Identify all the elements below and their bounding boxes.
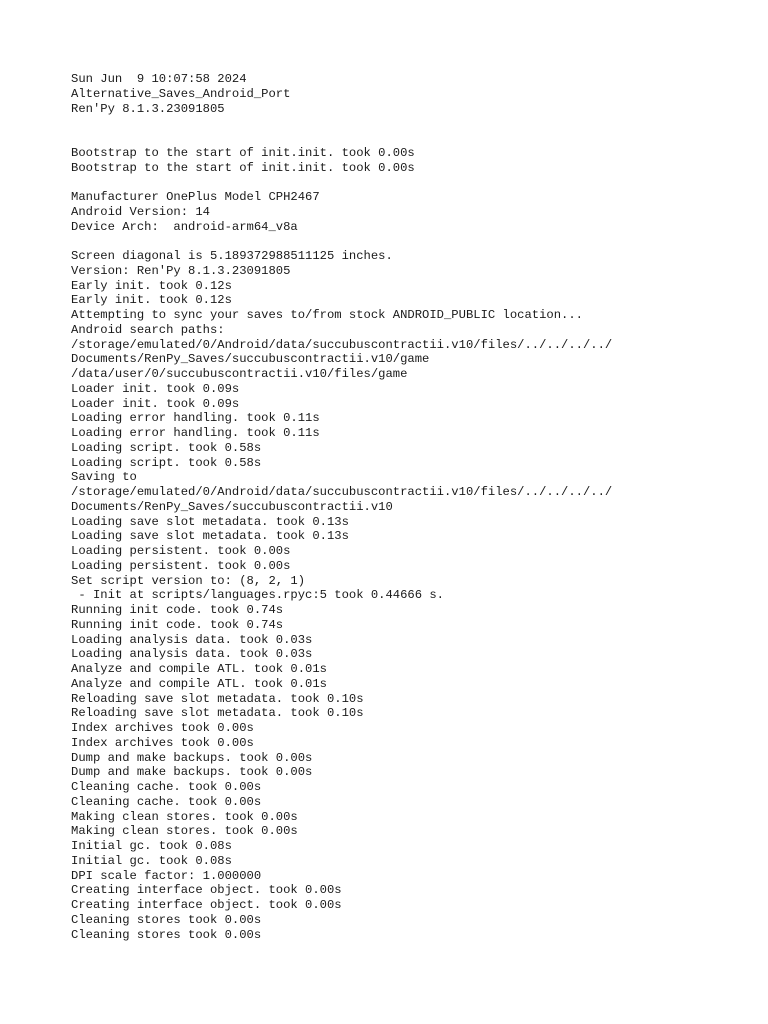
log-line: Initial gc. took 0.08s — [71, 853, 232, 868]
log-line: Dump and make backups. took 0.00s — [71, 750, 313, 765]
log-line: Saving to — [71, 470, 137, 485]
log-line: /data/user/0/succubuscontractii.v10/files/game — [71, 367, 408, 381]
log-line: Making clean stores. took 0.00s — [71, 809, 298, 824]
log-line: Android Version: 14 — [71, 204, 210, 219]
log-line: Cleaning cache. took 0.00s — [71, 794, 262, 809]
blank-line — [71, 131, 751, 146]
log-line: Index archives took 0.00s — [71, 721, 254, 735]
log-line: Loading analysis data. took 0.03s — [71, 647, 313, 662]
log-line: Loading analysis data. took 0.03s — [71, 632, 313, 647]
log-line: Ren'Py 8.1.3.23091805 — [71, 101, 225, 116]
log-line: Bootstrap to the start of init.init. took 0.00s — [71, 145, 415, 160]
log-line: Loading save slot metadata. took 0.13s — [71, 529, 349, 544]
log-line: Cleaning stores took 0.00s — [71, 927, 262, 942]
log-line: Analyze and compile ATL. took 0.01s — [71, 676, 327, 691]
log-line: Loading error handling. took 0.11s — [71, 411, 320, 426]
log-line: Loader init. took 0.09s — [71, 396, 240, 411]
log-line: Index archives took 0.00s — [71, 735, 254, 750]
log-line: Reloading save slot metadata. took 0.10s — [71, 706, 364, 721]
log-line: Screen diagonal is 5.189372988511125 inches. — [71, 249, 393, 263]
log-line: Documents/RenPy_Saves/succubuscontractii.v10/game — [71, 352, 430, 367]
log-document — [71, 72, 751, 942]
log-line: Cleaning cache. took 0.00s — [71, 780, 262, 794]
log-line: Loader init. took 0.09s — [71, 381, 240, 396]
log-line: Bootstrap to the start of init.init. took 0.00s — [71, 160, 415, 175]
log-line: - Init at scripts/languages.rpyc:5 took 0.44666 s. — [71, 588, 444, 603]
log-line: Loading persistent. took 0.00s — [71, 558, 291, 573]
log-line: Loading persistent. took 0.00s — [71, 544, 291, 558]
log-line: Device Arch: android-arm64_v8a — [71, 219, 298, 234]
log-line: Android search paths: — [71, 322, 225, 337]
log-line: Loading script. took 0.58s — [71, 455, 262, 470]
log-line: Making clean stores. took 0.00s — [71, 824, 298, 839]
log-line: Reloading save slot metadata. took 0.10s — [71, 691, 364, 706]
log-line: Early init. took 0.12s — [71, 293, 232, 308]
log-line: Version: Ren'Py 8.1.3.23091805 — [71, 263, 291, 278]
log-line: Attempting to sync your saves to/from stock ANDROID_PUBLIC location... — [71, 308, 583, 322]
log-line: Running init code. took 0.74s — [71, 617, 284, 632]
log-line: Early init. took 0.12s — [71, 278, 232, 293]
log-line: Alternative_Saves_Android_Port — [71, 86, 291, 101]
log-line: Initial gc. took 0.08s — [71, 839, 232, 853]
log-line: Loading error handling. took 0.11s — [71, 426, 320, 440]
log-line: Creating interface object. took 0.00s — [71, 883, 342, 898]
blank-line — [71, 234, 751, 249]
log-line: /storage/emulated/0/Android/data/succubuscontractii.v10/files/../../../../ — [71, 485, 613, 499]
log-line: Loading script. took 0.58s — [71, 440, 262, 455]
log-line: Running init code. took 0.74s — [71, 603, 284, 617]
log-line: Creating interface object. took 0.00s — [71, 898, 342, 912]
log-line: Cleaning stores took 0.00s — [71, 912, 262, 927]
log-line: /storage/emulated/0/Android/data/succubuscontractii.v10/files/../../../../ — [71, 337, 613, 352]
blank-line — [71, 116, 751, 131]
log-line: Sun Jun 9 10:07:58 2024 — [71, 72, 247, 86]
log-line: Dump and make backups. took 0.00s — [71, 765, 313, 780]
log-line: Loading save slot metadata. took 0.13s — [71, 514, 349, 529]
log-line: Manufacturer OnePlus Model CPH2467 — [71, 190, 320, 204]
log-line: Set script version to: (8, 2, 1) — [71, 573, 306, 588]
log-line: Analyze and compile ATL. took 0.01s — [71, 662, 327, 676]
log-line: DPI scale factor: 1.000000 — [71, 868, 262, 883]
log-line: Documents/RenPy_Saves/succubuscontractii.v10 — [71, 499, 393, 514]
blank-line — [71, 175, 751, 190]
